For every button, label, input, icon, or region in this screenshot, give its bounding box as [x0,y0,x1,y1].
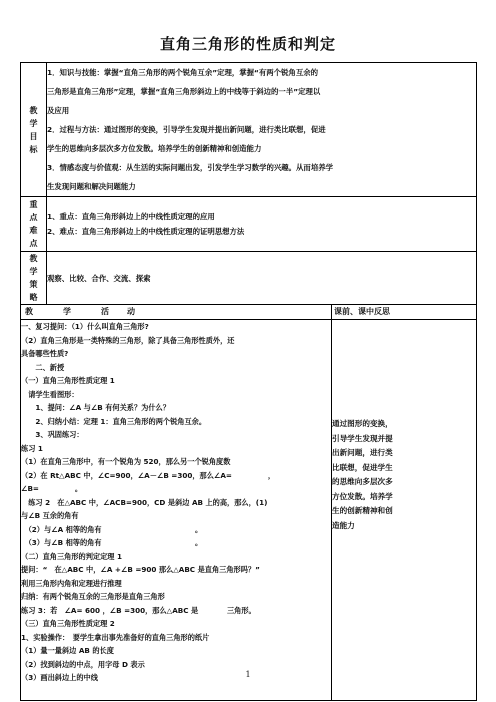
activity-header-row [21,305,477,320]
keypoints-label: 重 点 难 点 [21,197,47,252]
objectives-content: 1．知识与技能：掌握“直角三角形的两个锐角互余”定理，掌握“有两个锐角互余的 三角形是直角三角形”定理，掌握“直角三角形斜边上的中线等于斜边的一半”定理以 及应用 2．过程与方法：通过图形的变换，引导学生发现并提出新问题，进行类比联想，促进 学生的思维向多层次多方位发散。培养学生的创新精神和创造能力 3．情感态度与价值观：从生活的实际问题出发，引发学生学习数学的兴趣。从而培养学 生发现问题和解决问题能力 [47,63,477,197]
activity-line: （2）找到斜边的中点，用字母 D 表示 [21,659,145,669]
activity-line: （3）画出斜边上的中线 [21,673,98,682]
activity-line: （1）在直角三角形中，有一个锐角为 520，那么另一个锐角度数 [21,457,231,466]
activity-line: （1）量一量斜边 AB 的长度 [21,646,114,655]
activity-line: 归纳：有两个锐角互余的三角形是直角三角形 [21,592,165,601]
activity-line: 2、归纳小结：定理 1：直角三角形的两个锐角互余。 [21,416,207,426]
activity-line: 练习 2 在△ABC 中，∠ACB=900，CD 是斜边 AB 上的高，那么，(1) [21,497,268,507]
lesson-plan-table [20,62,477,701]
activity-line: 1、实验操作： 要学生拿出事先准备好的直角三角形的纸片 [21,632,210,642]
activity-line: 练习 1 [21,443,43,453]
objectives-row [21,63,477,197]
activity-line: （3）与∠B 相等的角有 。 [21,538,203,547]
activity-line: （二）直角三角形的判定定理 1 [21,551,122,561]
activity-content [21,320,332,701]
activity-line: 二、新授 [21,362,65,372]
activity-line: ∠B= 。 [21,484,83,493]
keypoints-content: 1、重点：直角三角形斜边上的中线性质定理的应用 2、难点：直角三角形斜边上的中线性质定理的证明思想方法 [47,197,477,252]
activity-header: 教 学 活 动 [21,305,332,320]
strategy-content: 观察、比较、合作、交流、探索 [47,252,477,305]
objectives-label: 教 学 目 标 [21,63,47,197]
page-number: 1 [245,670,251,679]
activity-line: （2）在 Rt△ABC 中，∠C=900，∠A－∠B =300，那么∠A= ， [21,470,276,480]
activity-line: （2）直角三角形是一类特殊的三角形，除了具备三角形性质外，还 [21,335,235,345]
reflection-header: 课前、课中反思 [332,305,477,320]
activity-line: 3、巩固练习： [21,430,84,439]
activity-line: 1、提问：∠A 与∠B 有何关系？为什么？ [21,403,170,412]
activity-line: 与∠B 互余的角有 [21,511,79,520]
page-title: 直角三角形的性质和判定 [159,35,336,53]
activity-line: 具备哪些性质? [21,349,69,358]
reflection-content: 通过图形的变换， 引导学生发现并提 出新问题，进行类 比联想，促进学生 的思维向多层次多 方位发散。培养学 生的创新精神和创 造能力 [332,320,477,701]
activity-line: 请学生看图形： [21,389,79,399]
activity-line: 练习 3：若 ∠A= 600 ，∠B =300，那么△ABC 是 三角形。 [21,605,256,615]
activity-line: 利用三角形内角和定理进行推理 [21,578,122,588]
activity-line: （三）直角三角形性质定理 2 [21,619,115,628]
keypoints-row [21,197,477,252]
activity-line: 一、复习提问：（1）什么叫直角三角形? [21,322,149,331]
activity-line: 提问：“ 在△ABC 中，∠A +∠B =900 那么△ABC 是直角三角形吗？” [21,565,260,574]
strategy-row [21,252,477,305]
activity-row [21,320,477,701]
activity-line: （一）直角三角形性质定理 1 [21,376,115,385]
strategy-label: 教 学 策 略 [21,252,47,305]
activity-line: （2）与∠A 相等的角有 。 [21,524,203,534]
